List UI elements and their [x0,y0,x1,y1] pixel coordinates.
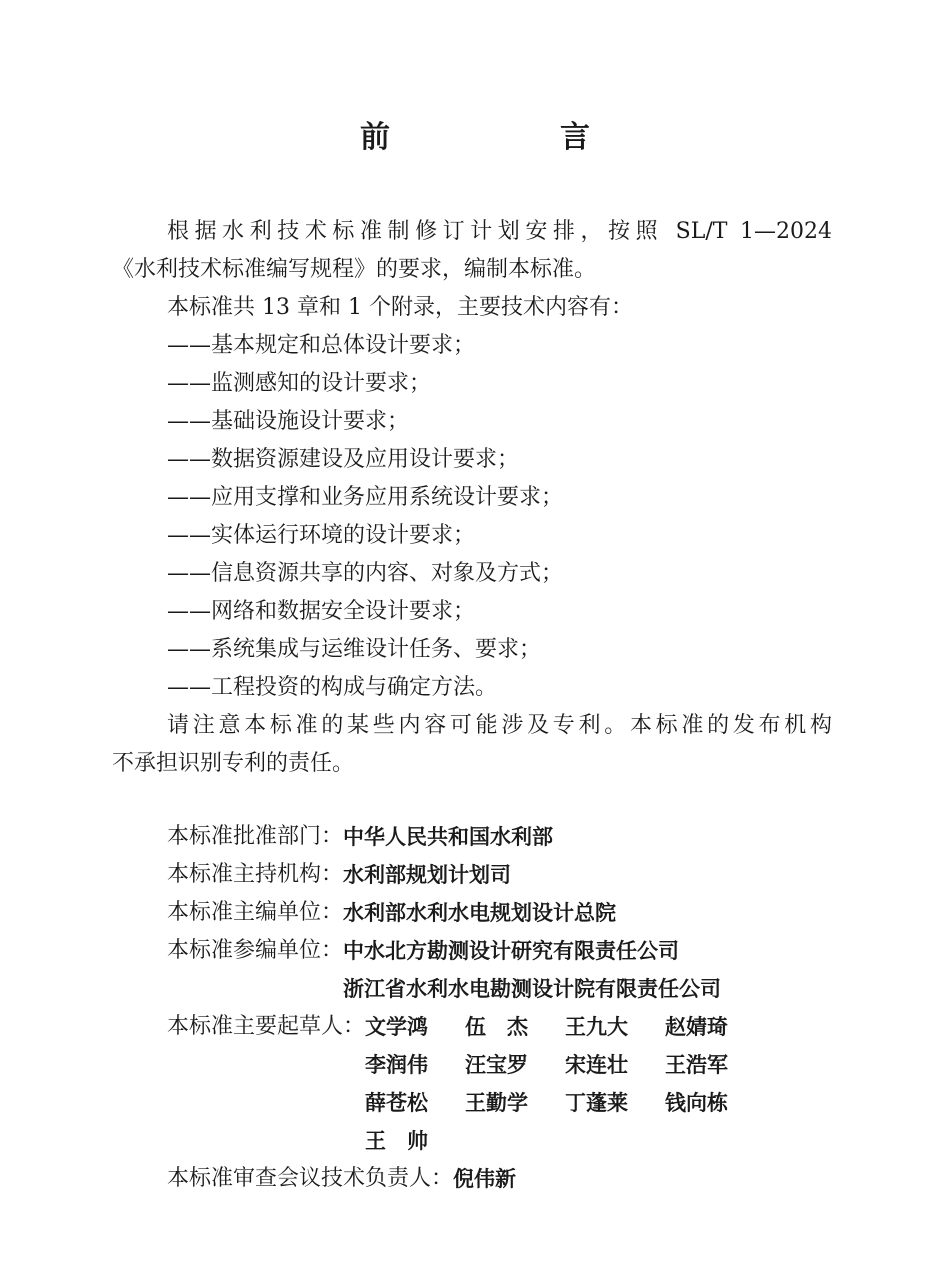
reviewer-label: 本标准审查会议技术负责人： [167,1166,454,1191]
intro-line-2: 《水利技术标准编写规程》的要求，编制本标准。 [112,257,597,282]
drafter-name: 钱向栋 [665,1091,729,1115]
approve-label: 本标准批准部门： [167,824,344,849]
page-title: 前 言 [360,120,660,155]
participate-values [343,932,721,1008]
drafter-name: 王 帅 [365,1129,429,1153]
intro-line-1: 根据水利技术标准制修订计划安排，按照 SL/T 1—2024 [167,219,832,244]
chief-label: 本标准主编单位： [167,900,344,925]
list-item: ——实体运行环境的设计要求； [167,523,476,548]
foreword-body [112,213,832,783]
chief-value: 水利部水利水电规划设计总院 [343,901,617,925]
drafter-name: 王九大 [565,1015,629,1039]
host-label: 本标准主持机构： [167,862,344,887]
reviewer-row [167,1160,765,1198]
list-item: ——监测感知的设计要求； [167,371,432,396]
participate-row [167,932,765,1008]
drafter-name: 文学鸿 [365,1015,429,1039]
participate-label: 本标准参编单位： [167,938,344,963]
list-item: ——应用支撑和业务应用系统设计要求； [167,485,564,510]
drafter-name: 王勤学 [465,1091,529,1115]
drafter-name: 赵婧琦 [665,1015,729,1039]
list-item: ——基础设施设计要求； [167,409,410,434]
approve-value: 中华人民共和国水利部 [343,825,554,849]
list-item: ——网络和数据安全设计要求； [167,599,476,624]
list-item: ——基本规定和总体设计要求； [167,333,476,358]
drafters-label: 本标准主要起草人： [167,1014,366,1039]
drafter-name: 丁蓬莱 [565,1091,629,1115]
list-item: ——信息资源共享的内容、对象及方式； [167,561,564,586]
drafter-name: 薛苍松 [365,1091,429,1115]
participate-value: 浙江省水利水电勘测设计院有限责任公司 [343,977,722,1001]
chief-row [167,894,765,932]
standard-info [167,818,765,1198]
approve-row [167,818,765,856]
host-value: 水利部规划计划司 [343,863,512,887]
patent-line-2: 不承担识别专利的责任。 [112,751,355,776]
list-item: ——工程投资的构成与确定方法。 [167,675,498,700]
drafters-row [167,1008,765,1160]
drafters-grid [365,1008,765,1160]
drafter-name: 李润伟 [365,1053,429,1077]
list-item: ——系统集成与运维设计任务、要求； [167,637,542,662]
drafter-name: 王浩军 [665,1053,729,1077]
drafter-name: 汪宝罗 [465,1053,529,1077]
drafter-name: 伍 杰 [465,1015,529,1039]
drafter-name: 宋连壮 [565,1053,629,1077]
patent-line-1: 请注意本标准的某些内容可能涉及专利。本标准的发布机构 [167,713,832,738]
host-row [167,856,765,894]
reviewer-value: 倪伟新 [453,1167,517,1191]
participate-value: 中水北方勘测设计研究有限责任公司 [343,939,680,963]
list-item: ——数据资源建设及应用设计要求； [167,447,520,472]
summary-line: 本标准共 13 章和 1 个附录，主要技术内容有： [167,295,633,320]
